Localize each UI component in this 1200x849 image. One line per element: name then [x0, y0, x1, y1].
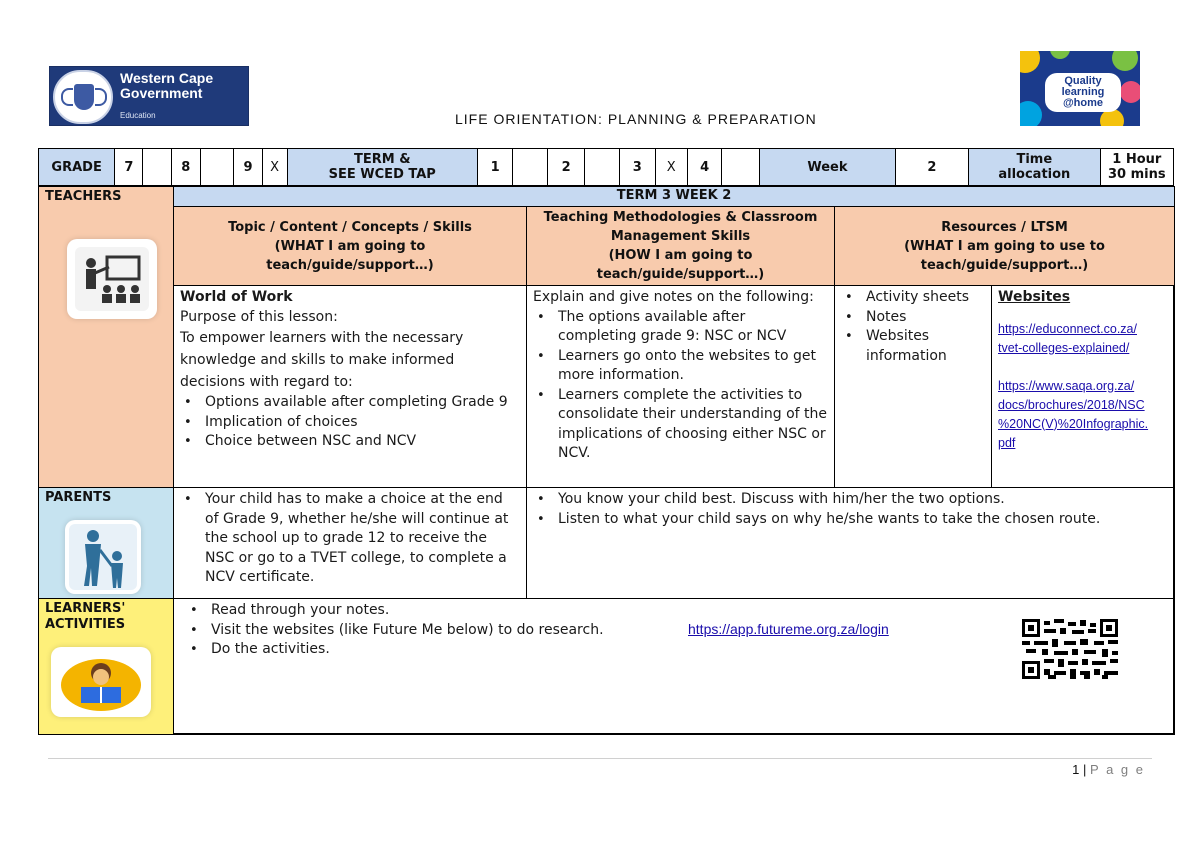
- parents-advice-bullet: • Listen to what your child says on why he/she wants to take the chosen route.: [533, 510, 1168, 530]
- qr-code-icon[interactable]: [1022, 619, 1118, 679]
- topic-column-header: Topic / Content / Concepts / Skills (WHAT I am going to teach/guide/support…): [173, 206, 527, 286]
- topic-bullet: • Implication of choices: [180, 413, 520, 433]
- topic-line: To empower learners with the necessary: [180, 330, 464, 346]
- teacher-classroom-icon: [67, 239, 157, 319]
- wcg-logo-line3: Education: [120, 111, 156, 120]
- coat-of-arms-icon: [53, 70, 113, 124]
- document-title: LIFE ORIENTATION: PLANNING & PREPARATION: [455, 111, 817, 127]
- grade-7: 7: [115, 149, 143, 186]
- teachers-label: TEACHERS: [45, 189, 122, 204]
- term-4: 4: [687, 149, 721, 186]
- parents-side-cell: [38, 487, 174, 599]
- learner-bullet: • Do the activities.: [186, 640, 1168, 660]
- time-allocation-value: 1 Hour 30 mins: [1100, 149, 1173, 186]
- grade-8-mark: [200, 149, 233, 186]
- term-2-mark: [585, 149, 619, 186]
- grade-9-mark: X: [262, 149, 287, 186]
- topic-title: World of Work: [180, 289, 293, 305]
- learner-reading-icon: [51, 647, 151, 717]
- term-label: TERM & SEE WCED TAP: [287, 149, 477, 186]
- methodology-column-header: Teaching Methodologies & Classroom Management Skills (HOW I am going to teach/guide/support…): [526, 206, 835, 286]
- term-week-header: TERM 3 WEEK 2: [173, 186, 1175, 207]
- grade-7-mark: [143, 149, 171, 186]
- quality-learning-text: Quality learning @home: [1045, 73, 1121, 112]
- learners-label: LEARNERS' ACTIVITIES: [45, 601, 126, 632]
- resource-bullet: • Activity sheets: [841, 288, 985, 308]
- wcg-logo-line1: Western Cape: [120, 70, 214, 86]
- time-allocation-label: Time allocation: [969, 149, 1101, 186]
- term-2: 2: [547, 149, 585, 186]
- topic-line: decisions with regard to:: [180, 374, 353, 390]
- teachers-side-cell: [38, 186, 174, 488]
- learner-bullet: • Read through your notes.: [186, 601, 1168, 621]
- websites-label: Websites: [998, 289, 1071, 305]
- parent-child-icon: [65, 520, 141, 594]
- resource-bullet: • Websites information: [841, 327, 985, 366]
- wcg-logo-line2: Government: [120, 85, 203, 101]
- learners-side-cell: [38, 598, 174, 735]
- topic-line: Purpose of this lesson:: [180, 308, 338, 325]
- term-3: 3: [619, 149, 655, 186]
- saqa-link[interactable]: https://www.saqa.org.za/ docs/brochures/2018/NSC %20NC(V)%20Infographic. pdf: [998, 378, 1149, 450]
- week-value: 2: [895, 149, 968, 186]
- grade-9: 9: [234, 149, 262, 186]
- topic-content-cell: [173, 285, 527, 488]
- parents-info-cell: [173, 487, 527, 599]
- term-4-mark: [722, 149, 760, 186]
- learners-activities-cell: [173, 598, 1175, 735]
- planning-grid: [38, 186, 1174, 734]
- week-label: Week: [759, 149, 895, 186]
- topic-bullet: • Options available after completing Grade 9: [180, 393, 520, 413]
- parents-label: PARENTS: [45, 490, 112, 505]
- quality-learning-logo: [1020, 51, 1140, 126]
- resource-bullet: • Notes: [841, 308, 985, 328]
- resources-list-cell: [834, 285, 992, 488]
- resources-column-header: Resources / LTSM (WHAT I am going to use to teach/guide/support…): [834, 206, 1175, 286]
- futureme-link[interactable]: https://app.futureme.org.za/login: [688, 621, 889, 637]
- grade-term-table: [38, 148, 1174, 186]
- wcg-logo: [49, 66, 249, 126]
- methodology-content-cell: [526, 285, 835, 488]
- method-bullet: • Learners complete the activities to consolidate their understanding of the implications of choosing either NSC or NCV.: [533, 386, 828, 464]
- parents-advice-cell: [526, 487, 1175, 599]
- term-1-mark: [513, 149, 547, 186]
- educonnect-link[interactable]: https://educonnect.co.za/ tvet-colleges-explained/: [998, 321, 1137, 355]
- term-3-mark: X: [655, 149, 687, 186]
- parents-bullet: • Your child has to make a choice at the end of Grade 9, whether he/she will continue at the school up to grade 12 to receive the NSC or go to a TVET college, to complete a NCV certificate.: [180, 490, 520, 588]
- method-bullet: • The options available after completing grade 9: NSC or NCV: [533, 308, 828, 347]
- grade-8: 8: [171, 149, 200, 186]
- topic-line: knowledge and skills to make informed: [180, 352, 455, 368]
- method-bullet: • Learners go onto the websites to get more information.: [533, 347, 828, 386]
- grade-label: GRADE: [39, 149, 115, 186]
- term-1: 1: [477, 149, 513, 186]
- parents-advice-bullet: • You know your child best. Discuss with him/her the two options.: [533, 490, 1168, 510]
- page-number: 1 | P a g e: [1072, 762, 1145, 777]
- learner-bullet: • Visit the websites (like Future Me below) to do research.: [186, 621, 1168, 641]
- websites-cell: [991, 285, 1175, 488]
- method-intro: Explain and give notes on the following:: [533, 289, 814, 305]
- footer-divider: [48, 758, 1152, 759]
- topic-bullet: • Choice between NSC and NCV: [180, 432, 520, 452]
